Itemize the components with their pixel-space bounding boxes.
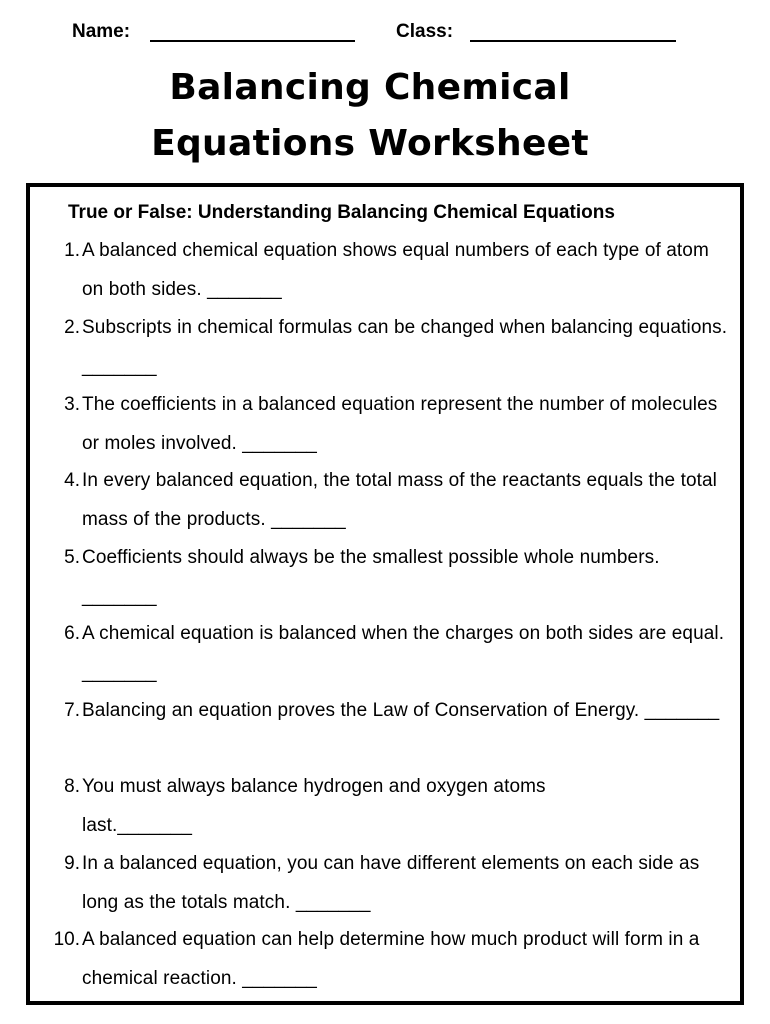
page-title-line-1: Balancing Chemical bbox=[169, 67, 571, 108]
question-text: In a balanced equation, you can have different elements on each side as long as the totals match. _______ bbox=[82, 853, 700, 913]
question-number: 4. bbox=[64, 470, 80, 491]
class-field[interactable] bbox=[470, 40, 676, 42]
question-number: 7. bbox=[64, 700, 80, 721]
question-text: A chemical equation is balanced when the charges on both sides are equal. _______ bbox=[82, 623, 725, 683]
section-heading: True or False: Understanding Balancing Chemical Equations bbox=[68, 202, 615, 223]
question-number: 2. bbox=[64, 317, 80, 338]
name-field[interactable] bbox=[150, 40, 355, 42]
header-row bbox=[0, 18, 770, 48]
question-text: The coefficients in a balanced equation represent the number of molecules or moles involved. _______ bbox=[82, 394, 718, 454]
class-label: Class: bbox=[396, 21, 454, 42]
question-number: 5. bbox=[64, 547, 80, 568]
question-number: 9. bbox=[64, 853, 80, 874]
question-text: Balancing an equation proves the Law of Conservation of Energy. _______ bbox=[82, 700, 720, 721]
question-text: You must always balance hydrogen and oxygen atoms last._______ bbox=[82, 776, 546, 836]
question-text: Subscripts in chemical formulas can be changed when balancing equations. _______ bbox=[82, 317, 728, 377]
question-number: 1. bbox=[64, 240, 80, 261]
question-text: In every balanced equation, the total mass of the reactants equals the total mass of the products. _______ bbox=[82, 470, 717, 530]
question-number: 10. bbox=[53, 929, 80, 950]
question-number: 8. bbox=[64, 776, 80, 797]
name-label: Name: bbox=[72, 21, 131, 42]
page-title-line-2: Equations Worksheet bbox=[151, 123, 589, 164]
question-text: Coefficients should always be the smallest possible whole numbers. _______ bbox=[82, 547, 660, 607]
question-text: A balanced equation can help determine how much product will form in a chemical reaction. _______ bbox=[82, 929, 700, 989]
question-number: 3. bbox=[64, 394, 80, 415]
question-text: A balanced chemical equation shows equal numbers of each type of atom on both sides. _______ bbox=[82, 240, 709, 300]
question-number: 6. bbox=[64, 623, 80, 644]
